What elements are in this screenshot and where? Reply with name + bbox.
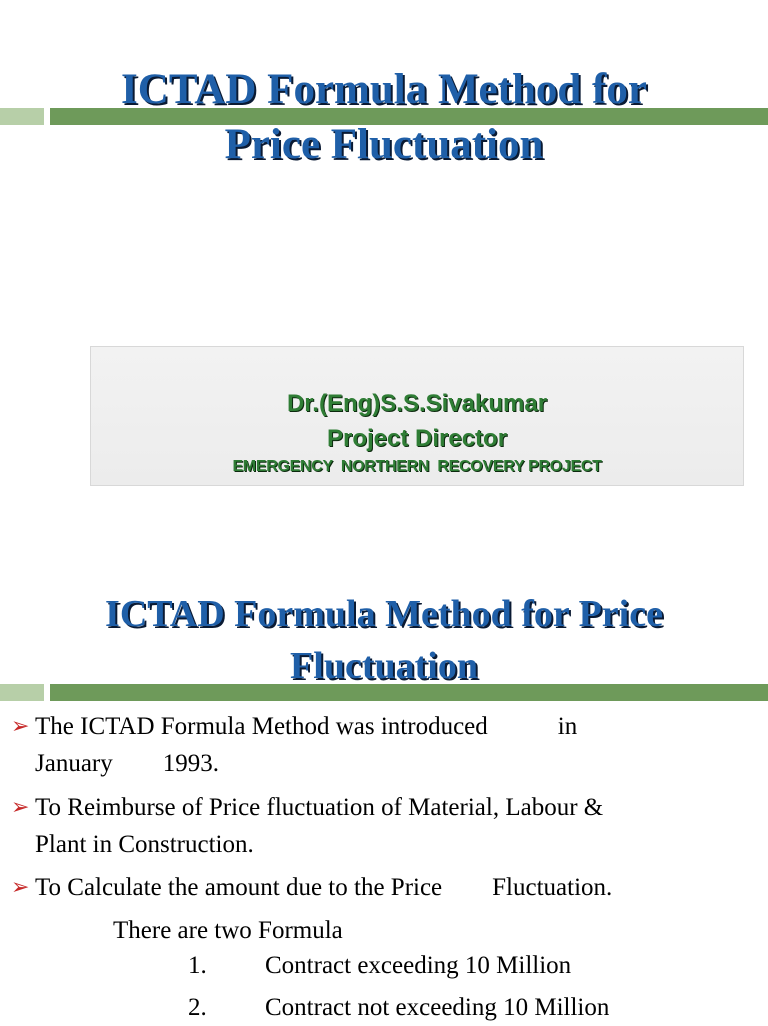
slide-title-line1: ICTAD Formula Method for Price (105, 593, 663, 635)
bullet-item (11, 789, 751, 863)
author-box (90, 346, 744, 486)
bullet-text (11, 789, 751, 863)
bullet-item (11, 869, 751, 906)
slide-title-line1: ICTAD Formula Method for (121, 66, 647, 113)
slide-title-line2: Fluctuation (290, 645, 478, 687)
formula-item (188, 947, 571, 984)
slide-title (0, 588, 768, 692)
formula-label: Contract not exceeding 10 Million (265, 994, 610, 1021)
formula-number: 2. (188, 994, 207, 1021)
bullet-text-b: in (557, 713, 578, 740)
author-name: Dr.(Eng)S.S.Sivakumar (286, 390, 548, 417)
arrow-bullet-icon: ➢ (11, 795, 30, 820)
formula-label: Contract exceeding 10 Million (265, 952, 572, 979)
content-slide (0, 540, 768, 1024)
bullet-text-b: Fluctuation. (492, 874, 613, 901)
bullet-text-c: January (35, 750, 113, 777)
bullet-text (11, 708, 751, 782)
bullet-text-a: To Calculate the amount due to the Price (35, 874, 443, 901)
author-organization: EMERGENCY NORTHERN RECOVERY PROJECT (232, 458, 602, 475)
slide-title-line2: Price Fluctuation (224, 121, 544, 168)
arrow-bullet-icon: ➢ (11, 875, 30, 900)
author-role: Project Director (326, 425, 508, 452)
bullet-item (11, 708, 751, 782)
bullet-text-a: To Reimburse of Price fluctuation of Material, Labour & (35, 794, 604, 821)
slide-title (0, 62, 768, 172)
formula-intro: There are two Formula (113, 917, 343, 944)
formula-number: 1. (188, 952, 207, 979)
bullet-text-b: Plant in Construction. (35, 831, 254, 858)
formula-item (188, 989, 609, 1026)
bullet-text-a: The ICTAD Formula Method was introduced (35, 713, 488, 740)
bullet-text (11, 869, 751, 906)
bullet-text-d: 1993. (162, 750, 219, 777)
arrow-bullet-icon: ➢ (11, 714, 30, 739)
